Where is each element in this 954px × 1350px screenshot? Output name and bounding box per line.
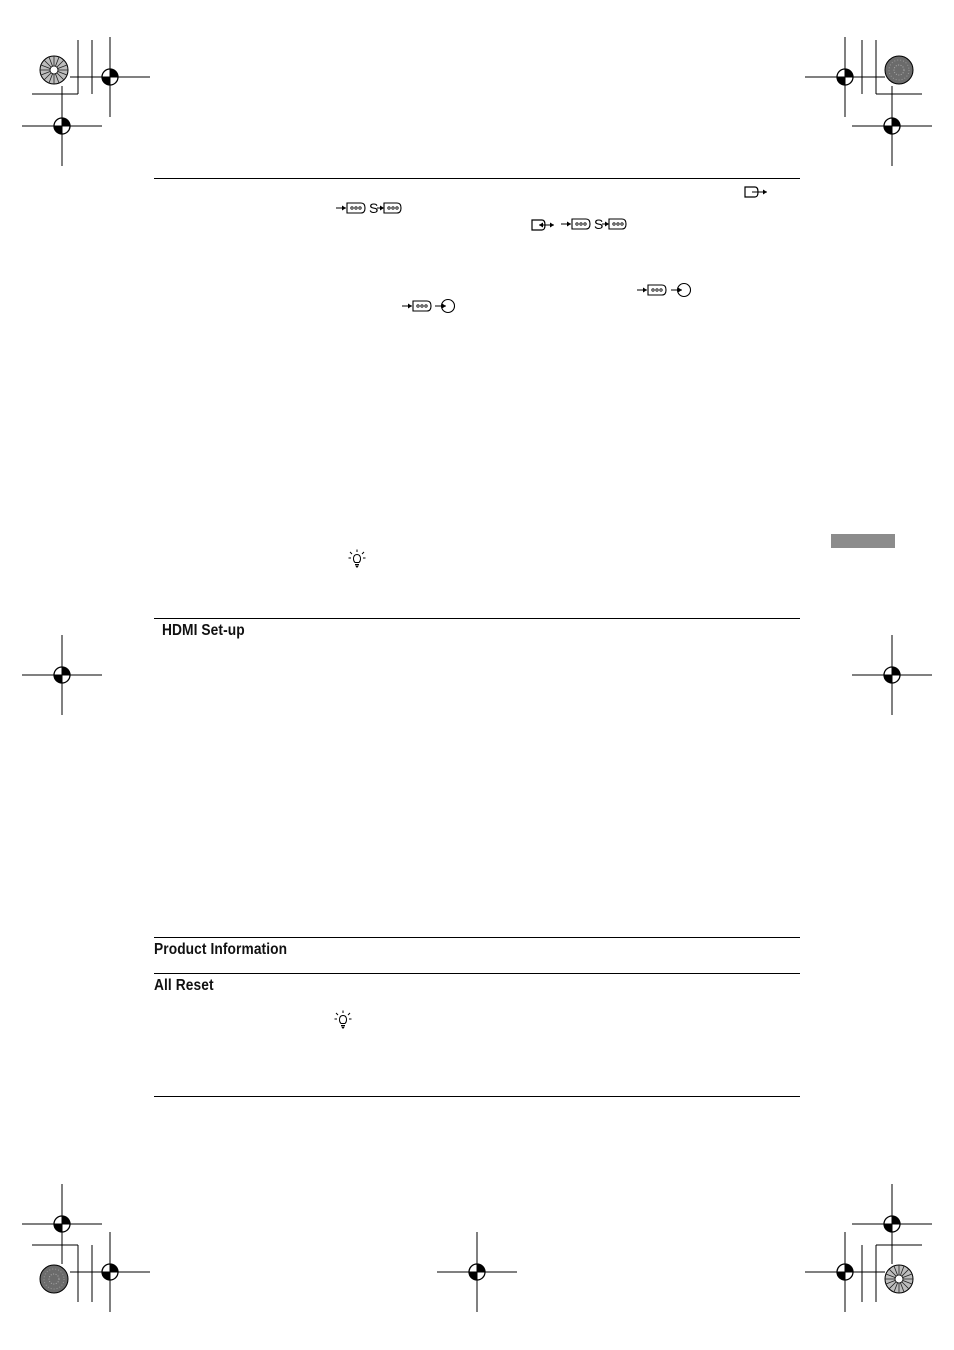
- s-video-in-icon: [369, 199, 403, 217]
- tips-lightbulb-icon: [334, 1010, 352, 1030]
- audio-in-icon: [670, 281, 694, 299]
- svg-text:S: S: [594, 216, 604, 232]
- svg-text:S: S: [369, 200, 379, 216]
- video-in-icon: [636, 282, 668, 298]
- video-in-icon: [335, 200, 367, 216]
- heading-all-reset: All Reset: [154, 977, 214, 994]
- heading-hdmi-setup: HDMI Set-up: [162, 622, 245, 639]
- bottom-rule: [154, 1096, 800, 1097]
- all-reset-section-rule: [154, 973, 800, 974]
- scart-out-icon: [743, 184, 769, 200]
- section-thumb-tab: [831, 534, 895, 548]
- audio-in-icon: [434, 297, 458, 315]
- hdmi-section-rule: [154, 618, 800, 619]
- video-in-icon: [401, 298, 433, 314]
- scart-bidirectional-icon: [530, 217, 556, 233]
- top-rule: [154, 178, 800, 179]
- s-video-in-icon: [594, 215, 628, 233]
- tips-lightbulb-icon: [348, 549, 366, 569]
- product-info-section-rule: [154, 937, 800, 938]
- heading-product-information: Product Information: [154, 941, 288, 958]
- video-in-icon: [560, 216, 592, 232]
